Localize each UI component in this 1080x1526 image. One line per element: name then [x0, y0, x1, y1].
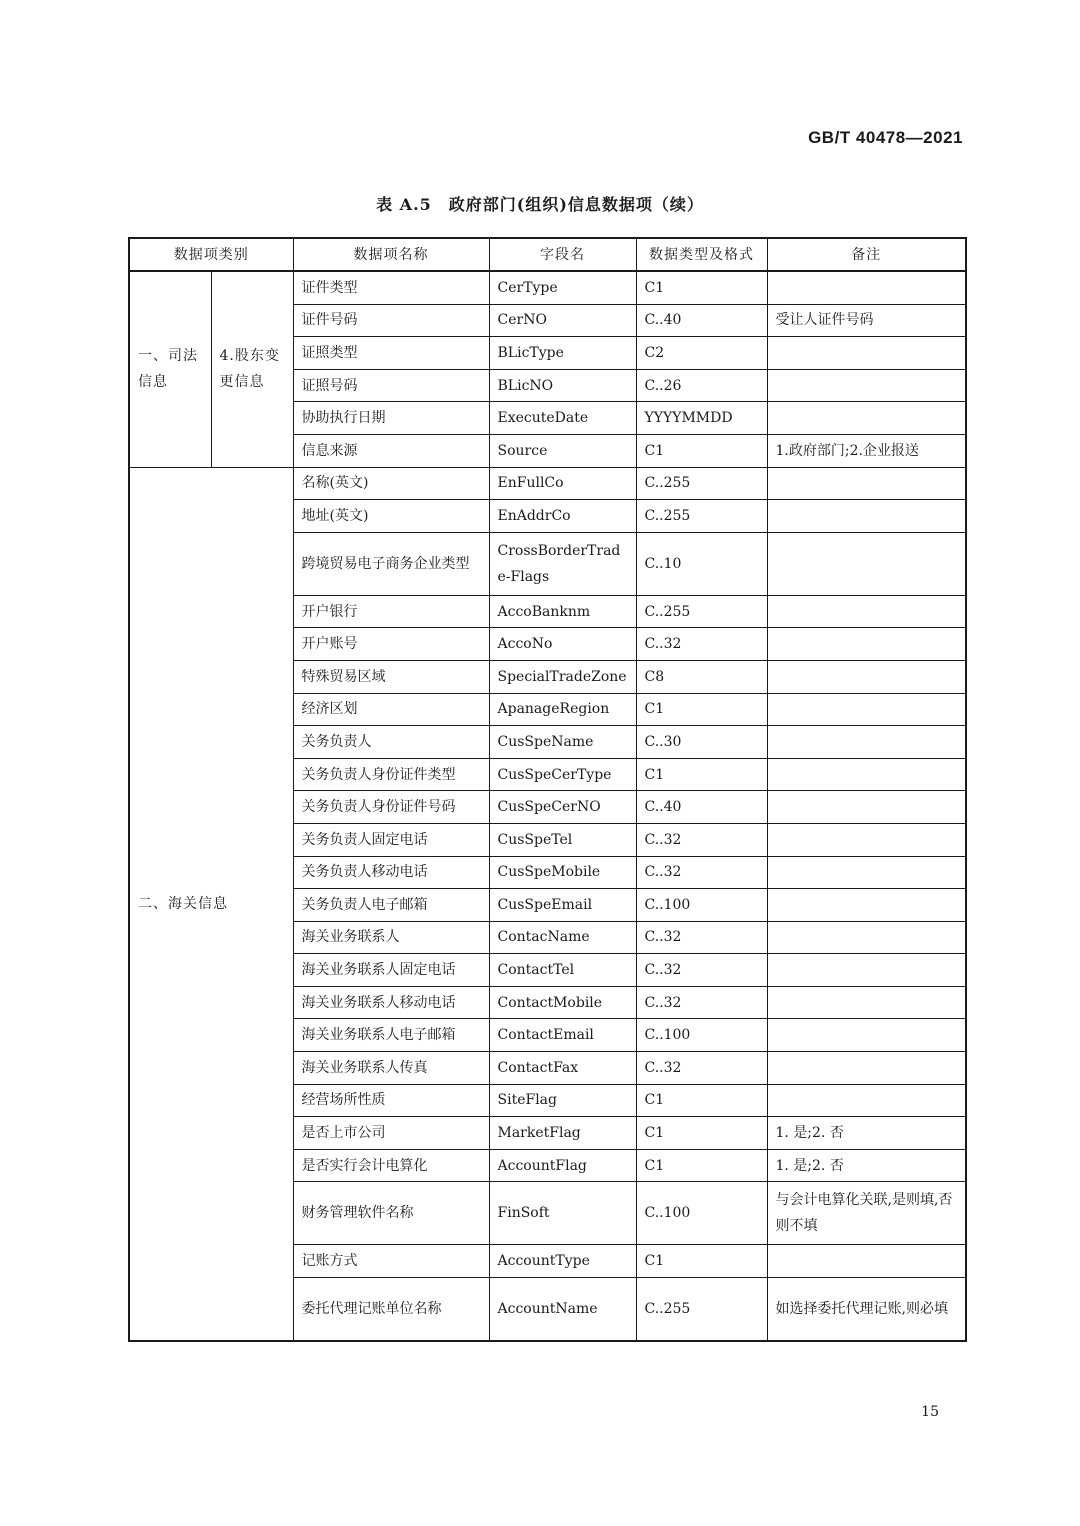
note-cell: [767, 954, 966, 987]
note-cell: [767, 1019, 966, 1052]
item-name-cell: 关务负责人固定电话: [293, 823, 489, 856]
note-cell: [767, 986, 966, 1019]
note-cell: [767, 921, 966, 954]
item-name-cell: 名称(英文): [293, 467, 489, 500]
item-name-cell: 是否上市公司: [293, 1117, 489, 1150]
note-cell: [767, 758, 966, 791]
standard-number: GB/T 40478—2021: [808, 128, 963, 147]
note-cell: [767, 467, 966, 500]
table-row: [129, 271, 966, 304]
field-name-cell: ExecuteDate: [489, 402, 636, 435]
item-name-cell: 海关业务联系人传真: [293, 1052, 489, 1085]
note-cell: [767, 1245, 966, 1278]
field-name-cell: AccoNo: [489, 628, 636, 661]
item-name-cell: 海关业务联系人: [293, 921, 489, 954]
data-type-cell: C..26: [636, 369, 767, 402]
note-cell: [767, 1084, 966, 1117]
data-type-cell: C1: [636, 693, 767, 726]
note-cell: [767, 693, 966, 726]
note-cell: [767, 856, 966, 889]
column-header: 数据项名称: [293, 238, 489, 271]
item-name-cell: 信息来源: [293, 434, 489, 467]
field-name-cell: ContactFax: [489, 1052, 636, 1085]
item-name-cell: 关务负责人身份证件类型: [293, 758, 489, 791]
data-type-cell: C..30: [636, 726, 767, 759]
item-name-cell: 特殊贸易区域: [293, 660, 489, 693]
item-name-cell: 海关业务联系人移动电话: [293, 986, 489, 1019]
field-name-cell: AccoBanknm: [489, 595, 636, 628]
field-name-cell: EnFullCo: [489, 467, 636, 500]
data-type-cell: C..100: [636, 1182, 767, 1245]
field-name-cell: SpecialTradeZone: [489, 660, 636, 693]
data-type-cell: C..255: [636, 467, 767, 500]
note-cell: [767, 532, 966, 595]
field-name-cell: EnAddrCo: [489, 500, 636, 533]
field-name-cell: CusSpeCerNO: [489, 791, 636, 824]
field-name-cell: Source: [489, 434, 636, 467]
data-type-cell: C..255: [636, 500, 767, 533]
note-cell: [767, 726, 966, 759]
field-name-cell: AccountName: [489, 1278, 636, 1342]
field-name-cell: BLicNO: [489, 369, 636, 402]
note-cell: [767, 791, 966, 824]
data-type-cell: C..40: [636, 791, 767, 824]
data-type-cell: C..32: [636, 856, 767, 889]
item-name-cell: 是否实行会计电算化: [293, 1149, 489, 1182]
note-cell: [767, 369, 966, 402]
data-items-table: [128, 237, 967, 1342]
data-type-cell: C..32: [636, 823, 767, 856]
item-name-cell: 经济区划: [293, 693, 489, 726]
note-cell: [767, 1052, 966, 1085]
data-type-cell: C..32: [636, 954, 767, 987]
note-cell: [767, 660, 966, 693]
note-cell: 如选择委托代理记账,则必填: [767, 1278, 966, 1342]
data-type-cell: C..32: [636, 628, 767, 661]
item-name-cell: 关务负责人: [293, 726, 489, 759]
data-type-cell: C..100: [636, 889, 767, 922]
note-cell: [767, 823, 966, 856]
field-name-cell: BLicType: [489, 337, 636, 370]
data-type-cell: C1: [636, 1149, 767, 1182]
note-cell: 受让人证件号码: [767, 304, 966, 337]
item-name-cell: 经营场所性质: [293, 1084, 489, 1117]
data-type-cell: C2: [636, 337, 767, 370]
field-name-cell: CusSpeTel: [489, 823, 636, 856]
table-body: [129, 271, 966, 1341]
field-name-cell: AccountType: [489, 1245, 636, 1278]
item-name-cell: 开户银行: [293, 595, 489, 628]
field-name-cell: CusSpeMobile: [489, 856, 636, 889]
item-name-cell: 证件号码: [293, 304, 489, 337]
data-type-cell: C1: [636, 758, 767, 791]
field-name-cell: CusSpeName: [489, 726, 636, 759]
field-name-cell: ApanageRegion: [489, 693, 636, 726]
note-cell: [767, 337, 966, 370]
data-type-cell: C..32: [636, 921, 767, 954]
item-name-cell: 关务负责人移动电话: [293, 856, 489, 889]
data-type-cell: C1: [636, 1117, 767, 1150]
note-cell: 1.政府部门;2.企业报送: [767, 434, 966, 467]
item-name-cell: 关务负责人电子邮箱: [293, 889, 489, 922]
field-name-cell: CrossBorderTrade-Flags: [489, 532, 636, 595]
field-name-cell: CerNO: [489, 304, 636, 337]
data-type-cell: C..32: [636, 1052, 767, 1085]
column-header: 数据类型及格式: [636, 238, 767, 271]
subcategory-cell: 4.股东变更信息: [211, 271, 293, 467]
item-name-cell: 记账方式: [293, 1245, 489, 1278]
note-cell: 1. 是;2. 否: [767, 1117, 966, 1150]
field-name-cell: CerType: [489, 271, 636, 304]
field-name-cell: MarketFlag: [489, 1117, 636, 1150]
column-header: 字段名: [489, 238, 636, 271]
field-name-cell: ContactMobile: [489, 986, 636, 1019]
column-header: 数据项类别: [129, 238, 293, 271]
data-type-cell: C..255: [636, 595, 767, 628]
data-type-cell: C..40: [636, 304, 767, 337]
table-header-row: [129, 238, 966, 271]
item-name-cell: 证照类型: [293, 337, 489, 370]
note-cell: [767, 628, 966, 661]
data-type-cell: C..255: [636, 1278, 767, 1342]
field-name-cell: AccountFlag: [489, 1149, 636, 1182]
data-type-cell: C1: [636, 271, 767, 304]
note-cell: [767, 595, 966, 628]
note-cell: [767, 402, 966, 435]
note-cell: 1. 是;2. 否: [767, 1149, 966, 1182]
page-number: 15: [921, 1404, 939, 1420]
item-name-cell: 财务管理软件名称: [293, 1182, 489, 1245]
note-cell: [767, 889, 966, 922]
table-row: [129, 467, 966, 500]
item-name-cell: 关务负责人身份证件号码: [293, 791, 489, 824]
table-title: 表 A.5 政府部门(组织)信息数据项（续）: [376, 195, 704, 214]
item-name-cell: 证件类型: [293, 271, 489, 304]
field-name-cell: CusSpeCerType: [489, 758, 636, 791]
item-name-cell: 海关业务联系人电子邮箱: [293, 1019, 489, 1052]
field-name-cell: ContacName: [489, 921, 636, 954]
category-cell: 二、海关信息: [129, 467, 293, 1341]
item-name-cell: 开户账号: [293, 628, 489, 661]
item-name-cell: 海关业务联系人固定电话: [293, 954, 489, 987]
item-name-cell: 委托代理记账单位名称: [293, 1278, 489, 1342]
data-type-cell: C..32: [636, 986, 767, 1019]
field-name-cell: CusSpeEmail: [489, 889, 636, 922]
field-name-cell: ContactEmail: [489, 1019, 636, 1052]
item-name-cell: 证照号码: [293, 369, 489, 402]
data-type-cell: C1: [636, 434, 767, 467]
column-header: 备注: [767, 238, 966, 271]
data-type-cell: C8: [636, 660, 767, 693]
note-cell: [767, 500, 966, 533]
field-name-cell: FinSoft: [489, 1182, 636, 1245]
note-cell: [767, 271, 966, 304]
field-name-cell: SiteFlag: [489, 1084, 636, 1117]
data-type-cell: C1: [636, 1084, 767, 1117]
item-name-cell: 协助执行日期: [293, 402, 489, 435]
data-type-cell: YYYYMMDD: [636, 402, 767, 435]
category-cell: 一、司法信息: [129, 271, 211, 467]
data-type-cell: C1: [636, 1245, 767, 1278]
item-name-cell: 跨境贸易电子商务企业类型: [293, 532, 489, 595]
note-cell: 与会计电算化关联,是则填,否则不填: [767, 1182, 966, 1245]
data-type-cell: C..10: [636, 532, 767, 595]
item-name-cell: 地址(英文): [293, 500, 489, 533]
field-name-cell: ContactTel: [489, 954, 636, 987]
data-type-cell: C..100: [636, 1019, 767, 1052]
